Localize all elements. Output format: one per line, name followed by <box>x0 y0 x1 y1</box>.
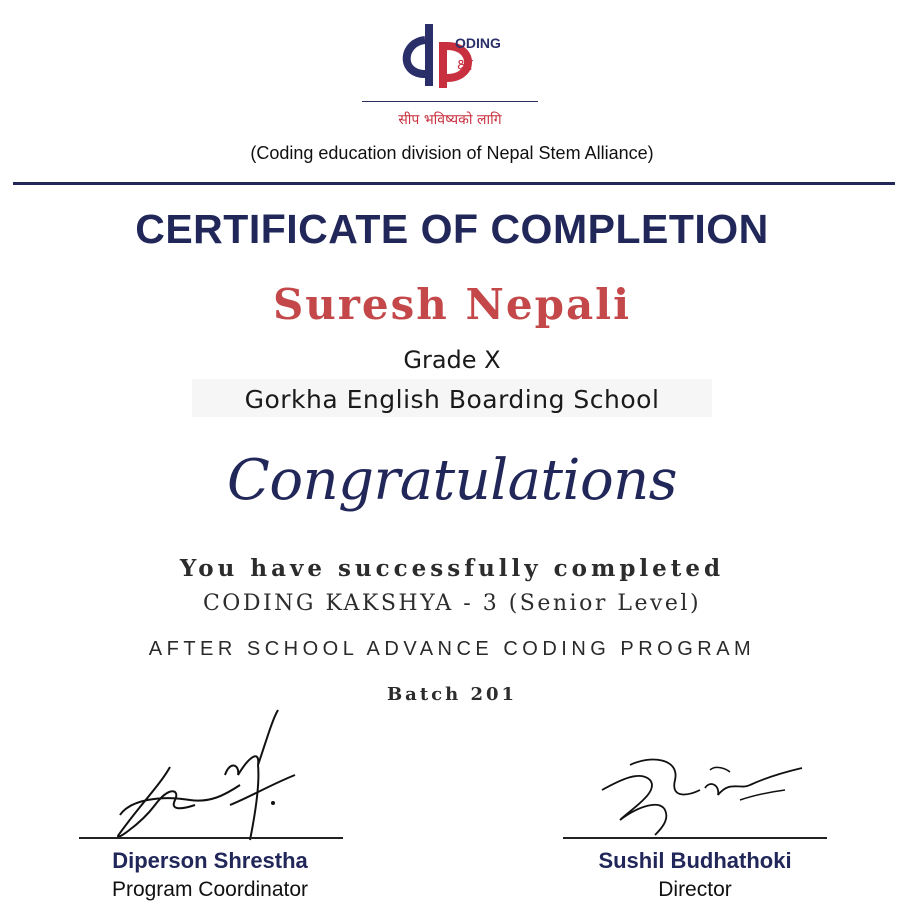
completion-statement: You have successfully completed <box>179 555 725 582</box>
course-name: CODING KAKSHYA - 3 (Senior Level) <box>202 591 702 616</box>
recipient-name: Suresh Nepali <box>272 280 632 329</box>
tagline: सीप भविष्यको लागि <box>398 112 502 128</box>
logo-divider <box>362 101 538 102</box>
batch-label: Batch 201 <box>386 684 518 705</box>
signatory-role-right: Director <box>658 878 732 901</box>
coding-kakshya-logo <box>395 22 505 100</box>
signature-line-right <box>563 837 827 839</box>
logo-wordmark: ODING <box>455 35 501 51</box>
signature-left <box>100 705 320 845</box>
signature-line-left <box>79 837 343 839</box>
logo-devanagari: क्षा <box>457 55 473 74</box>
division-note: (Coding education division of Nepal Stem Alliance) <box>250 143 654 163</box>
signature-right <box>590 750 810 840</box>
signatory-name-left: Diperson Shrestha <box>112 848 308 873</box>
header-rule <box>13 182 895 185</box>
congratulations-heading: Congratulations <box>227 448 677 513</box>
certificate-title: CERTIFICATE OF COMPLETION <box>135 206 769 252</box>
recipient-grade: Grade X <box>403 346 501 374</box>
signatory-name-right: Sushil Budhathoki <box>598 848 792 873</box>
school-name: Gorkha English Boarding School <box>244 385 660 414</box>
signatory-role-left: Program Coordinator <box>111 878 309 901</box>
program-name: AFTER SCHOOL ADVANCE CODING PROGRAM <box>148 638 756 660</box>
